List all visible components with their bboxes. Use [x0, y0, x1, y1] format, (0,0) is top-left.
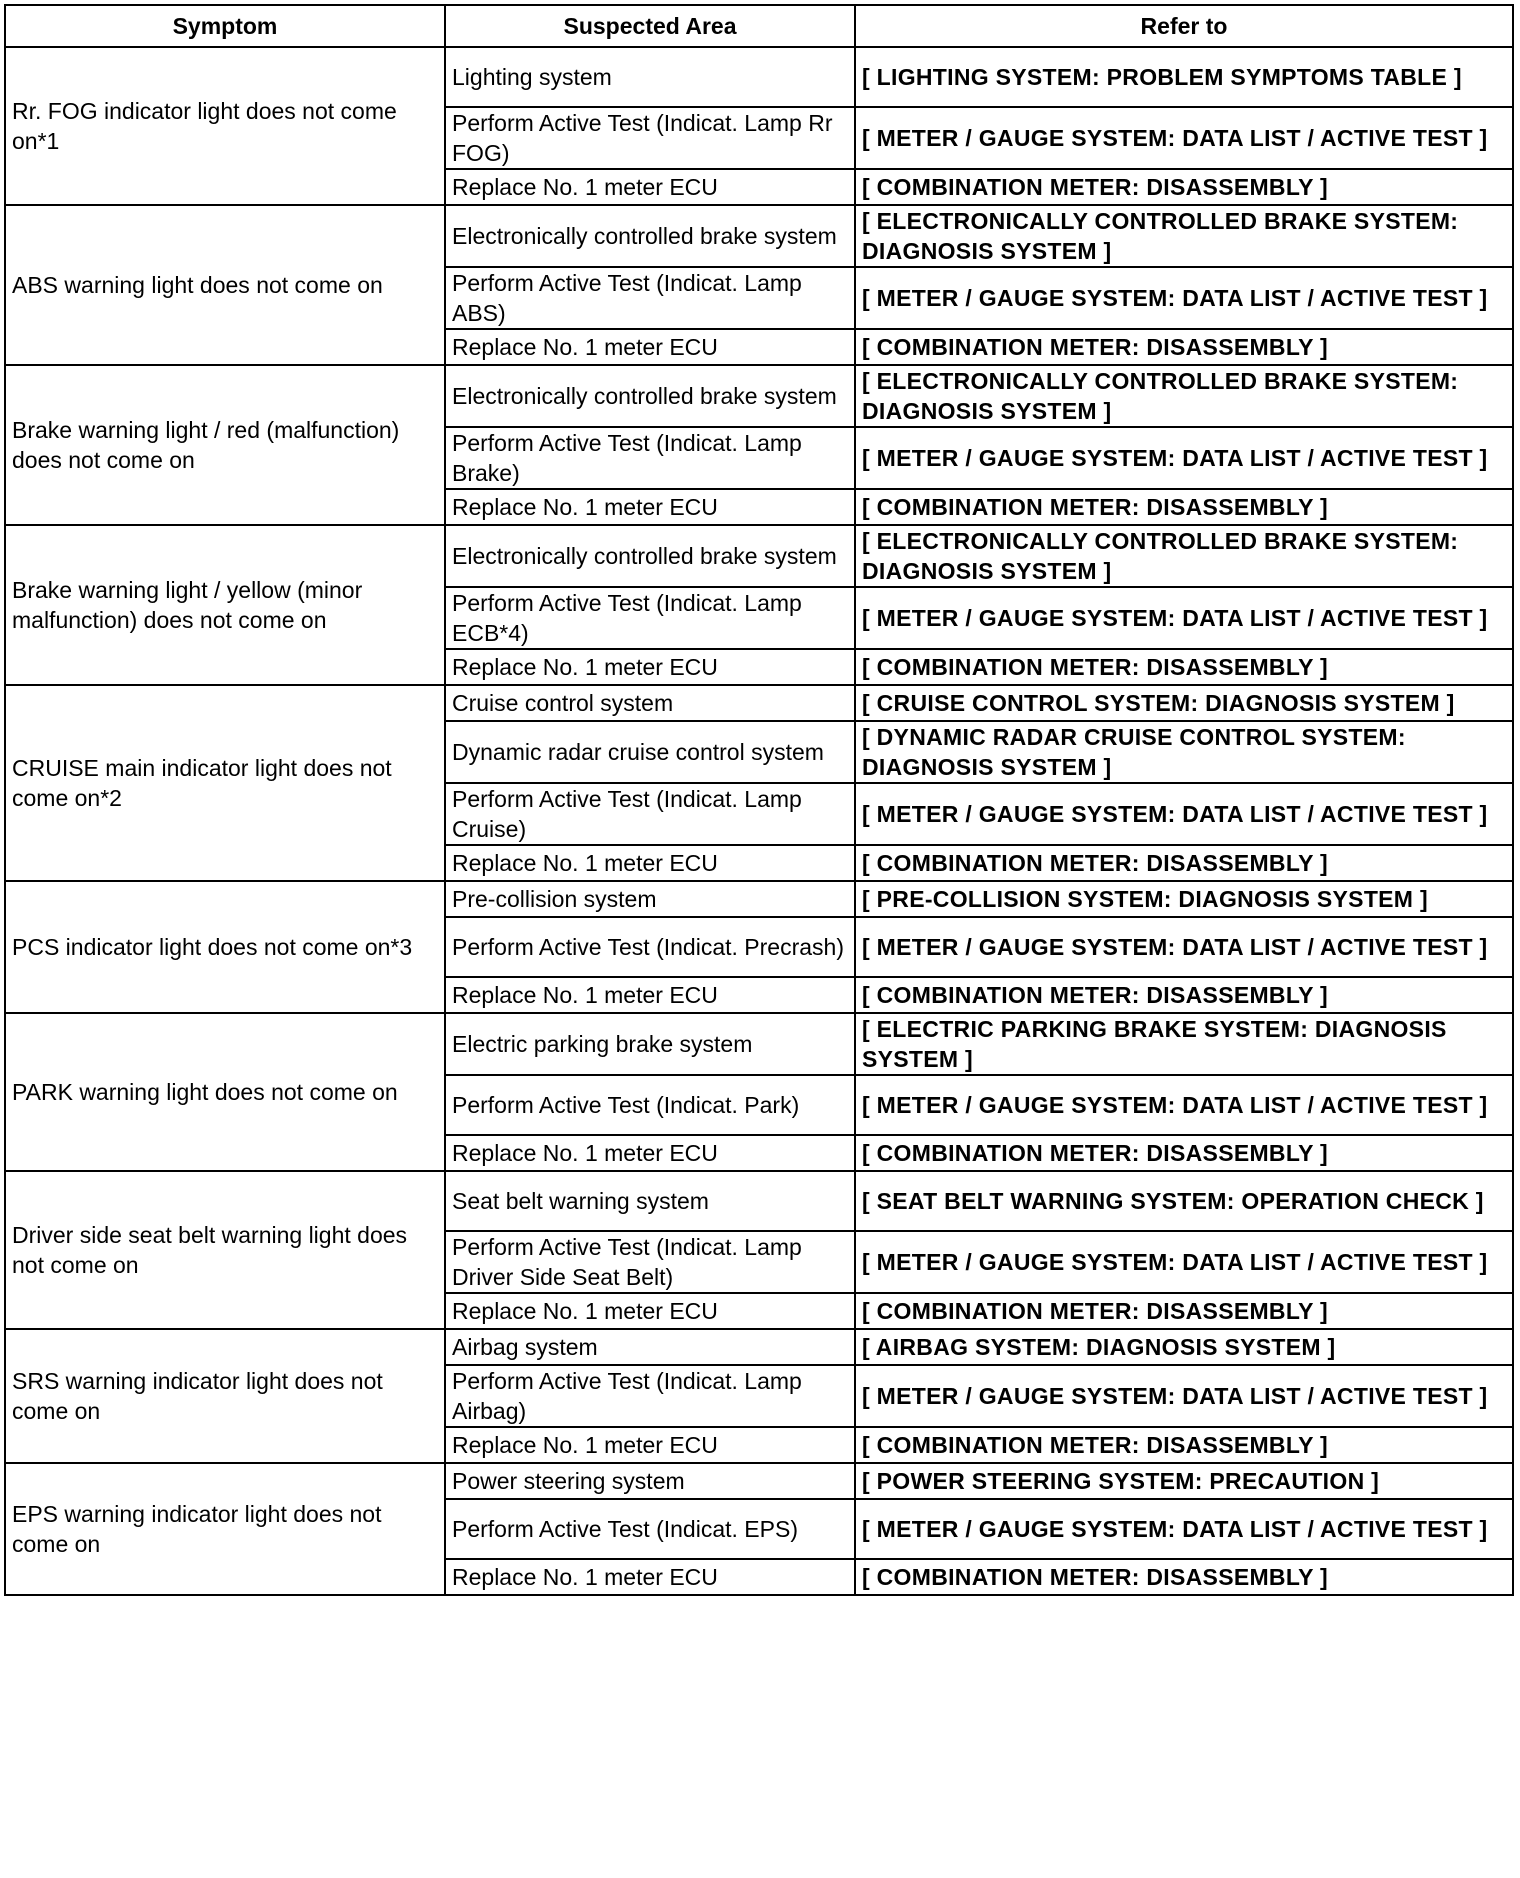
- table-header-row: [5, 5, 1513, 47]
- suspected-area-cell: Cruise control system: [445, 685, 855, 721]
- table-row: [5, 47, 1513, 107]
- refer-to-link[interactable]: [ METER / GAUGE SYSTEM: DATA LIST / ACTIVE TEST ]: [855, 1231, 1513, 1293]
- suspected-area-cell: Perform Active Test (Indicat. Lamp Brake): [445, 427, 855, 489]
- suspected-area-cell: Airbag system: [445, 1329, 855, 1365]
- suspected-area-cell: Perform Active Test (Indicat. Lamp Airbag): [445, 1365, 855, 1427]
- refer-to-link[interactable]: [ COMBINATION METER: DISASSEMBLY ]: [855, 489, 1513, 525]
- refer-to-link[interactable]: [ COMBINATION METER: DISASSEMBLY ]: [855, 977, 1513, 1013]
- refer-to-link[interactable]: [ ELECTRONICALLY CONTROLLED BRAKE SYSTEM: DIAGNOSIS SYSTEM ]: [855, 365, 1513, 427]
- table-row: [5, 205, 1513, 267]
- refer-to-link[interactable]: [ COMBINATION METER: DISASSEMBLY ]: [855, 1427, 1513, 1463]
- suspected-area-cell: Replace No. 1 meter ECU: [445, 845, 855, 881]
- symptom-cell: Rr. FOG indicator light does not come on*1: [5, 47, 445, 205]
- refer-to-link[interactable]: [ PRE-COLLISION SYSTEM: DIAGNOSIS SYSTEM ]: [855, 881, 1513, 917]
- suspected-area-cell: Replace No. 1 meter ECU: [445, 1427, 855, 1463]
- suspected-area-cell: Perform Active Test (Indicat. Lamp Cruise): [445, 783, 855, 845]
- table-row: [5, 1463, 1513, 1499]
- suspected-area-cell: Power steering system: [445, 1463, 855, 1499]
- table-row: [5, 685, 1513, 721]
- suspected-area-cell: Electric parking brake system: [445, 1013, 855, 1075]
- refer-to-link[interactable]: [ METER / GAUGE SYSTEM: DATA LIST / ACTIVE TEST ]: [855, 917, 1513, 977]
- suspected-area-cell: Perform Active Test (Indicat. Lamp Rr FOG): [445, 107, 855, 169]
- suspected-area-cell: Perform Active Test (Indicat. EPS): [445, 1499, 855, 1559]
- refer-to-link[interactable]: [ COMBINATION METER: DISASSEMBLY ]: [855, 649, 1513, 685]
- suspected-area-cell: Replace No. 1 meter ECU: [445, 1293, 855, 1329]
- refer-to-link[interactable]: [ METER / GAUGE SYSTEM: DATA LIST / ACTIVE TEST ]: [855, 783, 1513, 845]
- suspected-area-cell: Perform Active Test (Indicat. Park): [445, 1075, 855, 1135]
- refer-to-link[interactable]: [ COMBINATION METER: DISASSEMBLY ]: [855, 845, 1513, 881]
- refer-to-link[interactable]: [ LIGHTING SYSTEM: PROBLEM SYMPTOMS TABLE ]: [855, 47, 1513, 107]
- refer-to-link[interactable]: [ COMBINATION METER: DISASSEMBLY ]: [855, 1293, 1513, 1329]
- refer-to-link[interactable]: [ ELECTRONICALLY CONTROLLED BRAKE SYSTEM: DIAGNOSIS SYSTEM ]: [855, 205, 1513, 267]
- refer-to-link[interactable]: [ METER / GAUGE SYSTEM: DATA LIST / ACTIVE TEST ]: [855, 1499, 1513, 1559]
- document-page: [4, 4, 1512, 1596]
- refer-to-link[interactable]: [ METER / GAUGE SYSTEM: DATA LIST / ACTIVE TEST ]: [855, 427, 1513, 489]
- symptom-cell: PCS indicator light does not come on*3: [5, 881, 445, 1013]
- refer-to-link[interactable]: [ AIRBAG SYSTEM: DIAGNOSIS SYSTEM ]: [855, 1329, 1513, 1365]
- refer-to-link[interactable]: [ METER / GAUGE SYSTEM: DATA LIST / ACTIVE TEST ]: [855, 587, 1513, 649]
- refer-to-link[interactable]: [ DYNAMIC RADAR CRUISE CONTROL SYSTEM: DIAGNOSIS SYSTEM ]: [855, 721, 1513, 783]
- suspected-area-cell: Electronically controlled brake system: [445, 205, 855, 267]
- header-symptom: Symptom: [5, 5, 445, 47]
- symptom-cell: Brake warning light / yellow (minor malfunction) does not come on: [5, 525, 445, 685]
- refer-to-link[interactable]: [ CRUISE CONTROL SYSTEM: DIAGNOSIS SYSTEM ]: [855, 685, 1513, 721]
- refer-to-link[interactable]: [ COMBINATION METER: DISASSEMBLY ]: [855, 1135, 1513, 1171]
- suspected-area-cell: Dynamic radar cruise control system: [445, 721, 855, 783]
- suspected-area-cell: Perform Active Test (Indicat. Lamp ECB*4): [445, 587, 855, 649]
- refer-to-link[interactable]: [ ELECTRONICALLY CONTROLLED BRAKE SYSTEM: DIAGNOSIS SYSTEM ]: [855, 525, 1513, 587]
- table-row: [5, 1013, 1513, 1075]
- suspected-area-cell: Electronically controlled brake system: [445, 365, 855, 427]
- suspected-area-cell: Perform Active Test (Indicat. Lamp ABS): [445, 267, 855, 329]
- suspected-area-cell: Perform Active Test (Indicat. Precrash): [445, 917, 855, 977]
- suspected-area-cell: Replace No. 1 meter ECU: [445, 1135, 855, 1171]
- refer-to-link[interactable]: [ METER / GAUGE SYSTEM: DATA LIST / ACTIVE TEST ]: [855, 1075, 1513, 1135]
- table-row: [5, 525, 1513, 587]
- suspected-area-cell: Pre-collision system: [445, 881, 855, 917]
- refer-to-link[interactable]: [ COMBINATION METER: DISASSEMBLY ]: [855, 169, 1513, 205]
- suspected-area-cell: Replace No. 1 meter ECU: [445, 977, 855, 1013]
- refer-to-link[interactable]: [ COMBINATION METER: DISASSEMBLY ]: [855, 329, 1513, 365]
- symptom-cell: CRUISE main indicator light does not come on*2: [5, 685, 445, 881]
- symptom-cell: EPS warning indicator light does not come on: [5, 1463, 445, 1595]
- suspected-area-cell: Electronically controlled brake system: [445, 525, 855, 587]
- symptom-cell: PARK warning light does not come on: [5, 1013, 445, 1171]
- refer-to-link[interactable]: [ SEAT BELT WARNING SYSTEM: OPERATION CHECK ]: [855, 1171, 1513, 1231]
- symptom-cell: ABS warning light does not come on: [5, 205, 445, 365]
- suspected-area-cell: Lighting system: [445, 47, 855, 107]
- table-body: [5, 47, 1513, 1595]
- suspected-area-cell: Replace No. 1 meter ECU: [445, 169, 855, 205]
- refer-to-link[interactable]: [ METER / GAUGE SYSTEM: DATA LIST / ACTIVE TEST ]: [855, 1365, 1513, 1427]
- problem-symptoms-table: [4, 4, 1514, 1596]
- symptom-cell: Driver side seat belt warning light does not come on: [5, 1171, 445, 1329]
- suspected-area-cell: Replace No. 1 meter ECU: [445, 1559, 855, 1595]
- suspected-area-cell: Replace No. 1 meter ECU: [445, 649, 855, 685]
- table-row: [5, 1171, 1513, 1231]
- symptom-cell: Brake warning light / red (malfunction) does not come on: [5, 365, 445, 525]
- refer-to-link[interactable]: [ COMBINATION METER: DISASSEMBLY ]: [855, 1559, 1513, 1595]
- suspected-area-cell: Replace No. 1 meter ECU: [445, 489, 855, 525]
- refer-to-link[interactable]: [ ELECTRIC PARKING BRAKE SYSTEM: DIAGNOSIS SYSTEM ]: [855, 1013, 1513, 1075]
- header-suspected-area: Suspected Area: [445, 5, 855, 47]
- suspected-area-cell: Replace No. 1 meter ECU: [445, 329, 855, 365]
- table-row: [5, 365, 1513, 427]
- suspected-area-cell: Perform Active Test (Indicat. Lamp Driver Side Seat Belt): [445, 1231, 855, 1293]
- table-row: [5, 881, 1513, 917]
- refer-to-link[interactable]: [ METER / GAUGE SYSTEM: DATA LIST / ACTIVE TEST ]: [855, 107, 1513, 169]
- refer-to-link[interactable]: [ POWER STEERING SYSTEM: PRECAUTION ]: [855, 1463, 1513, 1499]
- table-row: [5, 1329, 1513, 1365]
- header-refer-to: Refer to: [855, 5, 1513, 47]
- refer-to-link[interactable]: [ METER / GAUGE SYSTEM: DATA LIST / ACTIVE TEST ]: [855, 267, 1513, 329]
- symptom-cell: SRS warning indicator light does not come on: [5, 1329, 445, 1463]
- suspected-area-cell: Seat belt warning system: [445, 1171, 855, 1231]
